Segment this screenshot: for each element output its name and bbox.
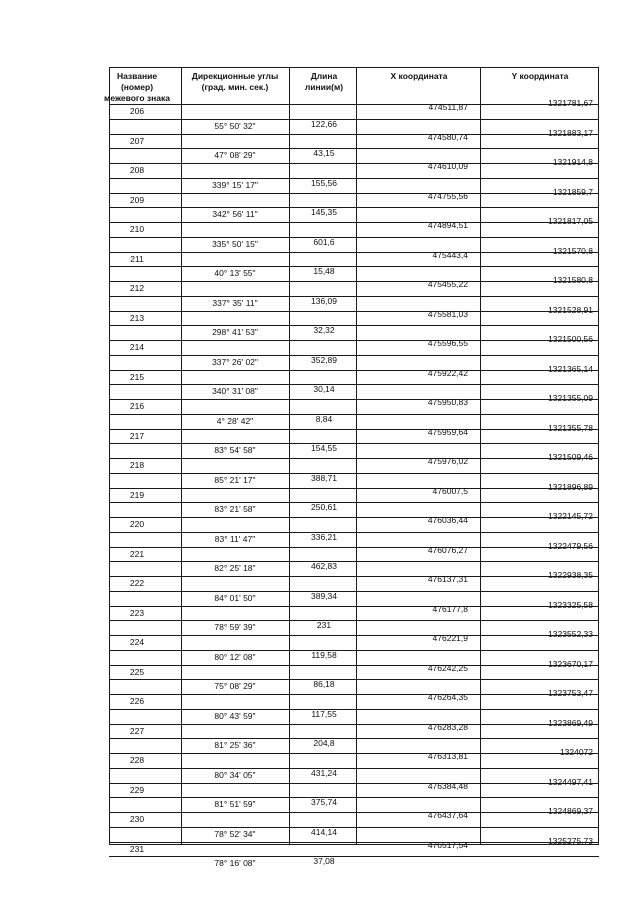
direction-angle-cell: 78° 16' 08" <box>214 858 256 868</box>
point-name-cell: 210 <box>129 224 145 234</box>
point-name-cell: 206 <box>129 106 145 116</box>
x-coordinate-cell: 475455,22 <box>427 279 468 289</box>
direction-angle-cell: 83° 11' 47" <box>214 534 256 544</box>
line-length-cell: 352,89 <box>311 355 337 365</box>
direction-angle-cell: 78° 59' 39" <box>214 622 256 632</box>
point-name-cell: 211 <box>130 254 144 264</box>
y-coordinate-cell: 1322479,56 <box>548 541 593 551</box>
x-coordinate-cell: 476177,8 <box>432 604 468 614</box>
y-coordinate-cell: 1323670,17 <box>548 659 593 669</box>
x-coordinate-cell: 475976,02 <box>427 456 468 466</box>
line-length-cell: 155,56 <box>311 178 337 188</box>
line-length-cell: 231 <box>316 620 332 630</box>
line-length-cell: 145,35 <box>311 207 337 217</box>
point-name-cell: 224 <box>129 637 145 647</box>
line-length-cell: 8,84 <box>315 414 333 424</box>
y-coordinate-cell: 1321580,8 <box>552 275 593 285</box>
direction-angle-cell: 83° 54' 58" <box>214 445 256 455</box>
x-coordinate-cell: 475950,83 <box>427 397 468 407</box>
x-coordinate-cell: 475581,03 <box>427 309 468 319</box>
y-coordinate-cell: 1324072 <box>559 747 593 757</box>
direction-angle-cell: 83° 21' 58" <box>214 504 256 514</box>
x-coordinate-cell: 474511,87 <box>428 102 468 112</box>
point-name-cell: 213 <box>129 313 145 323</box>
y-coordinate-cell: 1321781,67 <box>548 98 593 108</box>
line-length-cell: 122,66 <box>311 119 337 129</box>
point-name-cell: 208 <box>129 165 145 175</box>
line-length-cell: 119,58 <box>311 650 337 660</box>
y-coordinate-cell: 1323869,49 <box>548 718 593 728</box>
point-name-cell: 231 <box>129 844 145 854</box>
line-length-cell: 375,74 <box>311 797 337 807</box>
direction-angle-cell: 82° 25' 18" <box>214 563 256 573</box>
y-coordinate-cell: 1321817,05 <box>548 216 593 226</box>
point-name-cell: 214 <box>129 342 145 352</box>
y-coordinate-cell: 1321528,91 <box>548 305 593 315</box>
direction-angle-cell: 80° 34' 05" <box>214 770 256 780</box>
x-coordinate-cell: 474610,09 <box>427 161 468 171</box>
table-border-top <box>109 67 599 68</box>
line-length-cell: 86,18 <box>313 679 335 689</box>
x-coordinate-cell: 476221,9 <box>432 633 468 643</box>
header-direction-angle: Дирекционные углы (град. мин. сек.) <box>191 71 279 92</box>
direction-angle-cell: 80° 43' 59" <box>214 711 256 721</box>
line-length-cell: 601,6 <box>313 237 335 247</box>
direction-angle-cell: 80° 12' 08" <box>214 652 256 662</box>
point-name-cell: 220 <box>129 519 145 529</box>
y-coordinate-cell: 1323325,58 <box>548 600 593 610</box>
y-coordinate-cell: 1321859,7 <box>552 187 593 197</box>
column-divider <box>480 67 481 844</box>
direction-angle-cell: 75° 08' 29" <box>214 681 256 691</box>
x-coordinate-cell: 476007,5 <box>432 486 468 496</box>
point-name-cell: 225 <box>129 667 145 677</box>
point-name-cell: 222 <box>129 578 145 588</box>
y-coordinate-cell: 1321509,46 <box>548 452 593 462</box>
x-coordinate-cell: 474580,74 <box>427 132 468 142</box>
line-length-cell: 37,08 <box>313 856 335 866</box>
direction-angle-cell: 85° 21' 17" <box>214 475 256 485</box>
direction-angle-cell: 81° 25' 36" <box>214 740 256 750</box>
line-length-cell: 204,8 <box>313 738 335 748</box>
direction-angle-cell: 337° 26' 02" <box>212 357 258 367</box>
line-length-cell: 117,55 <box>311 709 337 719</box>
point-name-cell: 228 <box>129 755 145 765</box>
y-coordinate-cell: 1321355,78 <box>548 423 593 433</box>
point-name-cell: 218 <box>129 460 145 470</box>
y-coordinate-cell: 1321500,56 <box>548 334 593 344</box>
header-y-coordinate: Y координата <box>511 71 569 81</box>
y-coordinate-cell: 1321883,17 <box>548 128 593 138</box>
x-coordinate-cell: 475922,42 <box>427 368 468 378</box>
line-length-cell: 15,48 <box>313 266 335 276</box>
line-length-cell: 32,32 <box>313 325 335 335</box>
direction-angle-cell: 342° 56' 11" <box>212 209 258 219</box>
point-name-cell: 215 <box>129 372 145 382</box>
direction-angle-cell: 339° 15' 17" <box>212 180 258 190</box>
line-length-cell: 389,34 <box>311 591 337 601</box>
direction-angle-cell: 340° 31' 08" <box>212 386 258 396</box>
x-coordinate-cell: 476242,25 <box>427 663 468 673</box>
x-coordinate-cell: 475959,64 <box>427 427 468 437</box>
line-length-cell: 30,14 <box>313 384 335 394</box>
x-coordinate-cell: 476076,27 <box>427 545 468 555</box>
header-point-name: Название (номер) межевого знака <box>104 71 170 103</box>
point-name-cell: 207 <box>129 136 145 146</box>
x-coordinate-cell: 476137,31 <box>427 574 468 584</box>
y-coordinate-cell: 1322145,72 <box>548 511 593 521</box>
line-length-cell: 431,24 <box>311 768 337 778</box>
y-coordinate-cell: 1324497,41 <box>548 777 593 787</box>
y-coordinate-cell: 1324869,37 <box>548 806 593 816</box>
direction-angle-cell: 40° 13' 55" <box>214 268 256 278</box>
point-name-cell: 212 <box>129 283 145 293</box>
point-name-cell: 209 <box>129 195 145 205</box>
table-border-right <box>598 67 599 844</box>
y-coordinate-cell: 1325275,73 <box>548 836 593 846</box>
y-coordinate-cell: 1321570,8 <box>552 246 593 256</box>
y-coordinate-cell: 1323753,47 <box>548 688 593 698</box>
direction-angle-cell: 337° 35' 11" <box>212 298 258 308</box>
line-length-cell: 43,15 <box>313 148 335 158</box>
line-length-cell: 154,55 <box>311 443 337 453</box>
x-coordinate-cell: 476517,54 <box>427 840 468 850</box>
header-x-coordinate: X координата <box>390 71 448 81</box>
header-line-length: Длина линии(м) <box>304 71 344 92</box>
column-divider <box>289 67 290 844</box>
direction-angle-cell: 81° 51' 59" <box>214 799 256 809</box>
x-coordinate-cell: 474755,56 <box>427 191 468 201</box>
y-coordinate-cell: 1321355,09 <box>548 393 593 403</box>
direction-angle-cell: 84° 01' 50" <box>214 593 256 603</box>
line-length-cell: 388,71 <box>311 473 337 483</box>
point-name-cell: 216 <box>129 401 145 411</box>
direction-angle-cell: 298° 41' 53" <box>212 327 258 337</box>
line-length-cell: 462,83 <box>311 561 337 571</box>
y-coordinate-cell: 1322938,35 <box>548 570 593 580</box>
x-coordinate-cell: 475596,55 <box>427 338 468 348</box>
y-coordinate-cell: 1321896,89 <box>548 482 593 492</box>
direction-angle-cell: 4° 28' 42" <box>216 416 254 426</box>
line-length-cell: 136,09 <box>311 296 337 306</box>
x-coordinate-cell: 475443,4 <box>432 250 468 260</box>
x-coordinate-cell: 476437,64 <box>427 810 468 820</box>
direction-angle-cell: 78° 52' 34" <box>214 829 256 839</box>
direction-angle-cell: 335° 50' 15" <box>212 239 258 249</box>
point-name-cell: 219 <box>129 490 145 500</box>
y-coordinate-cell: 1321914,8 <box>552 157 593 167</box>
x-coordinate-cell: 476264,35 <box>427 692 468 702</box>
x-coordinate-cell: 476036,44 <box>427 515 468 525</box>
point-name-cell: 221 <box>129 549 145 559</box>
y-coordinate-cell: 1323552,33 <box>548 629 593 639</box>
x-coordinate-cell: 476384,48 <box>427 781 468 791</box>
direction-angle-cell: 55° 50' 32" <box>214 121 256 131</box>
point-name-cell: 226 <box>129 696 145 706</box>
line-length-cell: 336,21 <box>311 532 337 542</box>
column-divider <box>356 67 357 844</box>
point-name-cell: 230 <box>129 814 145 824</box>
x-coordinate-cell: 476313,81 <box>427 751 468 761</box>
y-coordinate-cell: 1321365,14 <box>548 364 593 374</box>
point-name-cell: 227 <box>129 726 145 736</box>
line-length-cell: 414,14 <box>311 827 337 837</box>
point-name-cell: 229 <box>129 785 145 795</box>
line-length-cell: 250,61 <box>311 502 337 512</box>
x-coordinate-cell: 474894,51 <box>427 220 468 230</box>
x-coordinate-cell: 476283,28 <box>427 722 468 732</box>
point-name-cell: 217 <box>129 431 145 441</box>
point-name-cell: 223 <box>129 608 145 618</box>
direction-angle-cell: 47° 08' 29" <box>214 150 256 160</box>
